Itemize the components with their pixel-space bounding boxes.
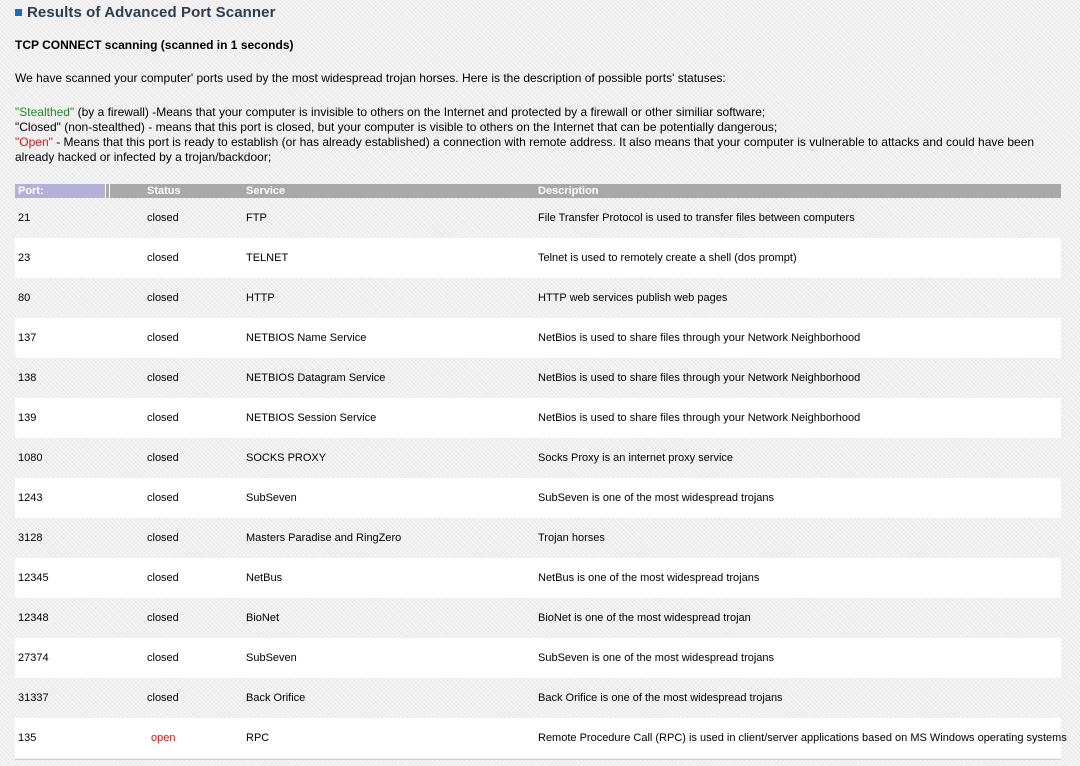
port-cell: 21 [18,212,31,224]
service-cell: SubSeven [246,652,297,664]
table-row [15,358,1061,398]
port-cell: 31337 [18,692,49,704]
table-row [15,238,1061,278]
table-row [15,398,1061,438]
description-cell: Socks Proxy is an internet proxy service [538,452,734,464]
service-cell: SubSeven [246,492,297,504]
table-row [15,478,1061,518]
page-title: Results of Advanced Port Scanner [27,3,276,21]
description-cell: HTTP web services publish web pages [538,292,728,304]
open-description: - Means that this port is ready to establish (or has already established) a connection with remote address. It also means that your computer is vulnerable to attacks and could have been already hacked or infected by a trojan/backdoor; [15,135,1035,164]
status-cell: closed [147,332,179,344]
service-cell: NetBus [246,572,283,584]
port-cell: 23 [18,252,31,264]
service-cell: HTTP [246,292,275,304]
description-cell: NetBus is one of the most widespread trojans [538,572,760,584]
status-cell: closed [147,292,179,304]
header-divider [105,184,106,198]
status-cell: closed [147,212,179,224]
table-row [15,278,1061,318]
status-legend [15,105,1065,165]
page-title-row [15,2,276,22]
status-cell-open: open [151,732,176,744]
column-header-service: Service [246,185,286,197]
description-cell: SubSeven is one of the most widespread trojans [538,492,775,504]
service-cell: NETBIOS Name Service [246,332,367,344]
service-cell: NETBIOS Session Service [246,412,377,424]
description-cell: Back Orifice is one of the most widespread trojans [538,692,783,704]
status-cell: closed [147,412,179,424]
table-row [15,678,1061,718]
description-cell: BioNet is one of the most widespread trojan [538,612,751,624]
service-cell: TELNET [246,252,289,264]
status-cell: closed [147,652,179,664]
service-cell: NETBIOS Datagram Service [246,372,386,384]
port-cell: 12345 [18,572,49,584]
legend-stealthed [15,105,1065,120]
port-cell: 135 [18,732,37,744]
table-row [15,198,1061,238]
status-cell: closed [147,692,179,704]
description-cell: Trojan horses [538,532,605,544]
table-row [15,638,1061,678]
closed-description: "Closed" (non-stealthed) - means that this port is closed, but your computer is visible to others on the Internet that can be potentially dangerous; [15,120,778,134]
stealthed-description: (by a firewall) -Means that your computer is invisible to others on the Internet and protected by a firewall or other similiar software; [74,105,766,119]
service-cell: Back Orifice [246,692,306,704]
column-header-description: Description [538,185,599,197]
legend-closed [15,120,1065,135]
service-cell: SOCKS PROXY [246,452,327,464]
table-row [15,598,1061,638]
status-cell: closed [147,532,179,544]
results-table-body [15,198,1067,758]
column-header-status: Status [147,185,181,197]
status-cell: closed [147,492,179,504]
port-cell: 3128 [18,532,43,544]
table-row [15,438,1061,478]
description-cell: File Transfer Protocol is used to transfer files between computers [538,212,855,224]
description-cell: Remote Procedure Call (RPC) is used in client/server applications based on MS Windows operating systems [538,732,1067,744]
intro-text: We have scanned your computer' ports used by the most widespread trojan horses. Here is the description of possible ports' statuses: [15,71,726,85]
scan-summary: TCP CONNECT scanning (scanned in 1 seconds) [15,38,294,52]
port-cell: 12348 [18,612,49,624]
status-cell: closed [147,452,179,464]
service-cell: BioNet [246,612,280,624]
service-cell: RPC [246,732,270,744]
description-cell: Telnet is used to remotely create a shell (dos prompt) [538,252,797,264]
description-cell: SubSeven is one of the most widespread trojans [538,652,775,664]
stealthed-keyword: "Stealthed" [15,105,75,119]
port-cell: 80 [18,292,31,304]
status-cell: closed [147,252,179,264]
table-row [15,318,1061,358]
status-cell: closed [147,612,179,624]
port-cell: 137 [18,332,37,344]
column-header-port: Port: [15,184,105,198]
table-row [15,518,1061,558]
results-table-header [15,184,1061,198]
header-divider [109,184,110,198]
description-cell: NetBios is used to share files through your Network Neighborhood [538,332,861,344]
legend-open [15,135,1065,165]
description-cell: NetBios is used to share files through your Network Neighborhood [538,372,861,384]
port-cell: 1243 [18,492,43,504]
open-keyword: "Open" [15,135,53,149]
port-cell: 139 [18,412,37,424]
status-cell: closed [147,372,179,384]
table-row [15,718,1067,758]
table-bottom-border [15,759,1061,760]
service-cell: FTP [246,212,267,224]
table-row [15,558,1061,598]
service-cell: Masters Paradise and RingZero [246,532,402,544]
status-cell: closed [147,572,179,584]
bullet-square-icon [15,9,22,16]
port-cell: 1080 [18,452,43,464]
port-cell: 138 [18,372,37,384]
port-cell: 27374 [18,652,49,664]
description-cell: NetBios is used to share files through your Network Neighborhood [538,412,861,424]
